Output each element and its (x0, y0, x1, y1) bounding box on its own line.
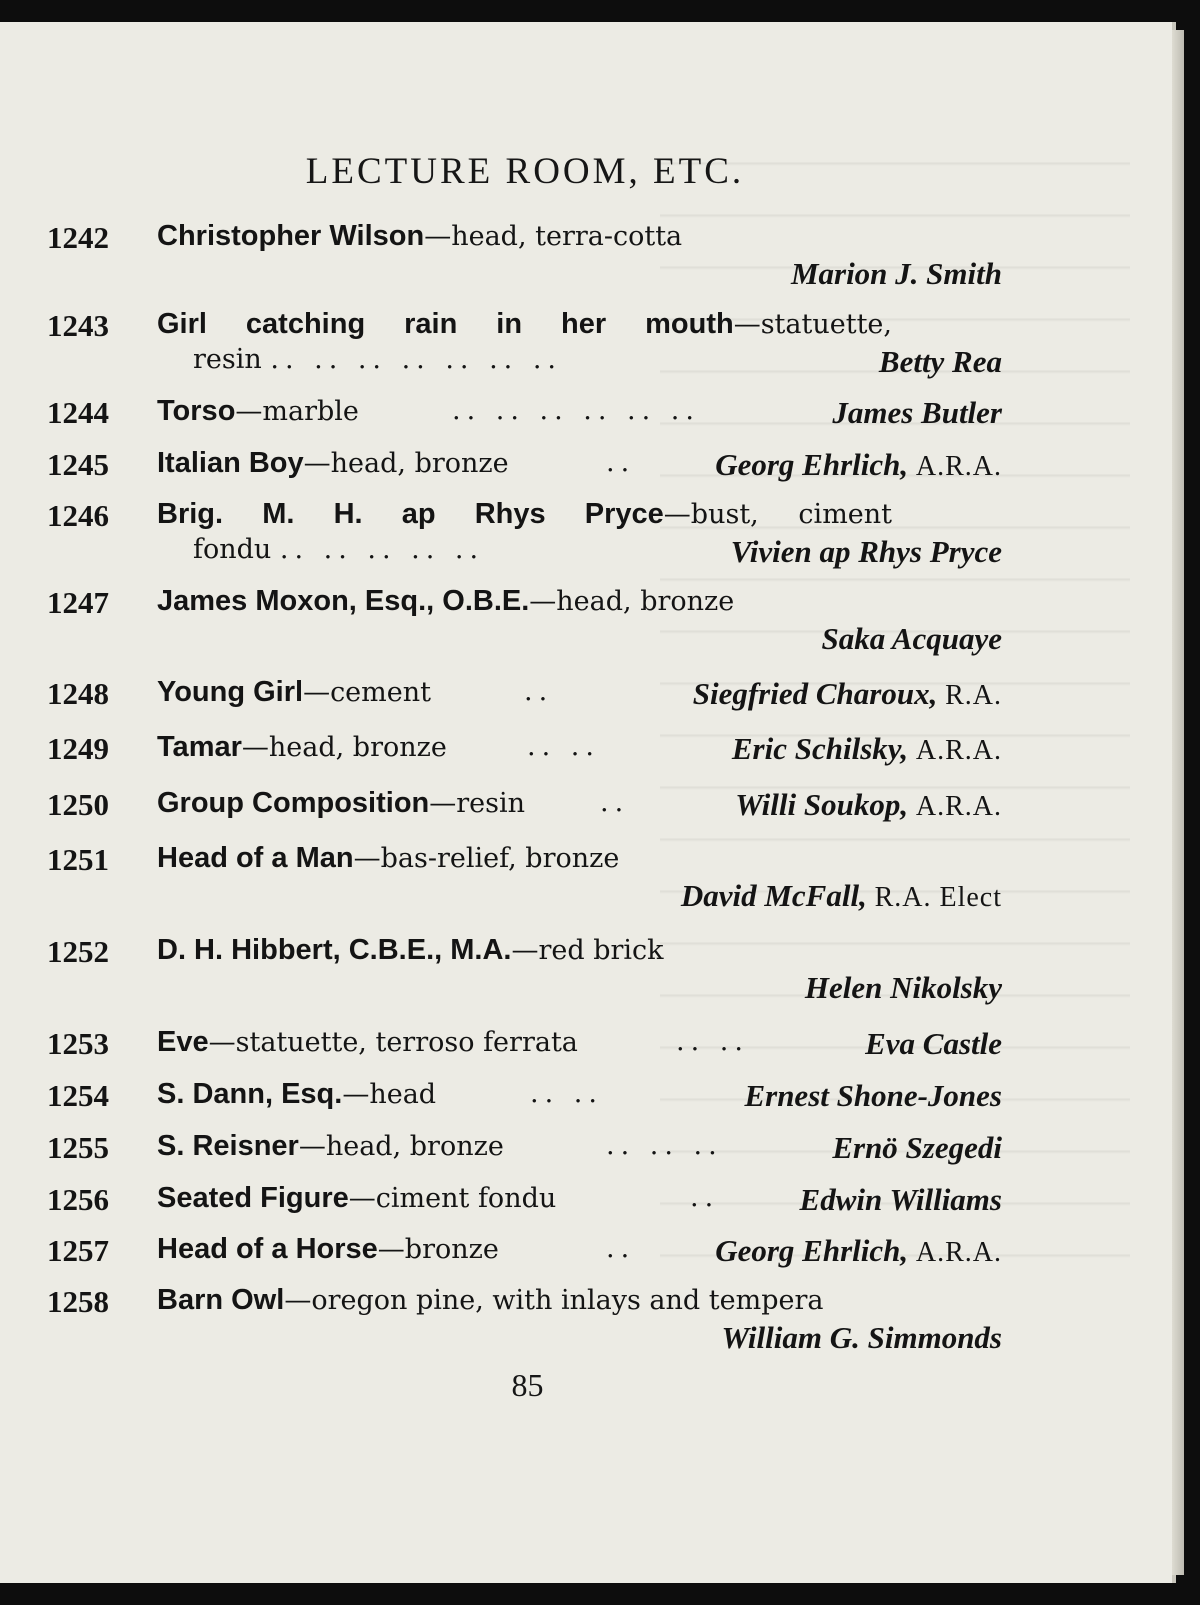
entry-description: —cement (303, 677, 431, 708)
entry-title: Head of a Horse (157, 1233, 378, 1265)
entry-title: Girl catching rain in her mouth (157, 308, 734, 340)
entry-title: D. H. Hibbert, C.B.E., M.A. (157, 934, 512, 966)
entry-title: Eve (157, 1026, 209, 1058)
entry-number: 1246 (47, 498, 109, 533)
dot-leader: .. (600, 787, 630, 818)
dot-leader: .. (606, 1233, 636, 1264)
page-number: 85 (511, 1367, 544, 1403)
entry-title: Italian Boy (157, 447, 304, 479)
entry-description: —red brick (511, 935, 664, 966)
entry-description: —statuette, (733, 309, 892, 340)
entry-number: 1250 (47, 787, 109, 822)
entry-description-continued: fondu (193, 534, 272, 565)
entry-title: Barn Owl (157, 1284, 285, 1316)
entry-artist: Georg Ehrlich, A.R.A. (715, 1233, 1002, 1268)
entry-artist: David McFall, R.A. Elect (680, 878, 1002, 913)
entry-number: 1245 (47, 447, 109, 482)
dot-leader: .. .. .. .. .. (279, 534, 485, 565)
entry-artist: Vivien ap Rhys Pryce (730, 534, 1002, 569)
entry-description-continued: resin (193, 344, 262, 375)
entry-number: 1257 (47, 1233, 109, 1268)
dot-leader: .. .. (527, 731, 600, 762)
entry-artist: Georg Ehrlich, A.R.A. (715, 447, 1002, 482)
entry-description: —head, bronze (241, 732, 447, 763)
dot-leader: .. (690, 1182, 720, 1213)
artist-rank: A.R.A. (915, 791, 1002, 822)
entry-description: —oregon pine, with inlays and tempera (284, 1285, 824, 1316)
dot-leader: .. .. .. (606, 1130, 723, 1161)
entry-description: —statuette, terroso ferrata (208, 1027, 578, 1058)
artist-rank: R.A. (945, 680, 1002, 711)
dot-leader: .. .. (530, 1078, 603, 1109)
entry-number: 1244 (47, 395, 109, 430)
entry-number: 1256 (47, 1182, 109, 1217)
entry-description: —marble (235, 396, 359, 427)
entry-artist: Marion J. Smith (790, 256, 1002, 291)
entry-artist: Edwin Williams (799, 1182, 1002, 1217)
entry-artist: William G. Simmonds (721, 1320, 1002, 1355)
page-heading: LECTURE ROOM, ETC. (305, 151, 745, 192)
entry-artist: Helen Nikolsky (804, 970, 1002, 1005)
entry-artist: Saka Acquaye (821, 621, 1002, 656)
artist-rank: A.R.A. (915, 735, 1002, 766)
page-edge (1172, 30, 1184, 1575)
artist-rank: A.R.A. (915, 451, 1002, 482)
entry-title: Christopher Wilson (157, 220, 425, 252)
entry-description: —resin (429, 788, 526, 819)
entry-description: —head, bronze (303, 448, 509, 479)
entry-artist: Siegfried Charoux, R.A. (692, 676, 1002, 711)
dot-leader: .. (606, 447, 636, 478)
entry-artist: Eric Schilsky, A.R.A. (731, 731, 1002, 766)
entry-title: Seated Figure (157, 1182, 349, 1214)
entry-description: —ciment fondu (348, 1183, 557, 1214)
entry-number: 1252 (47, 934, 109, 969)
entry-artist: Willi Soukop, A.R.A. (735, 787, 1002, 822)
dot-leader: .. .. (676, 1026, 749, 1057)
entry-artist: Betty Rea (878, 344, 1002, 379)
entry-artist: Ernö Szegedi (832, 1130, 1002, 1165)
entry-description: —bust, ciment (663, 499, 893, 530)
entry-description: —bronze (377, 1234, 499, 1265)
entry-artist: Ernest Shone-Jones (744, 1078, 1002, 1113)
entry-title: Torso (157, 395, 236, 427)
entry-title: Group Composition (157, 787, 430, 819)
dot-leader: .. (524, 676, 554, 707)
entry-description: —bas-relief, bronze (353, 843, 620, 874)
entry-description: —head (342, 1079, 437, 1110)
entry-title: Head of a Man (157, 842, 354, 874)
entry-artist: James Butler (832, 395, 1002, 430)
entry-title: Brig. M. H. ap Rhys Pryce (157, 498, 664, 530)
entry-number: 1242 (47, 220, 109, 255)
entry-number: 1251 (47, 842, 109, 877)
dot-leader: .. .. .. .. .. .. .. (270, 344, 563, 375)
entry-description: —head, bronze (298, 1131, 504, 1162)
entry-description: —head, terra-cotta (424, 221, 683, 252)
entry-number: 1258 (47, 1284, 109, 1319)
dot-leader: .. .. .. .. .. .. (452, 395, 700, 426)
entry-title: S. Dann, Esq. (157, 1078, 343, 1110)
entry-number: 1253 (47, 1026, 109, 1061)
entry-title: Tamar (157, 731, 242, 763)
artist-rank: A.R.A. (915, 1237, 1002, 1268)
entry-number: 1249 (47, 731, 109, 766)
entry-number: 1254 (47, 1078, 109, 1113)
entry-description: —head, bronze (529, 586, 735, 617)
entry-number: 1247 (47, 585, 109, 620)
artist-rank: R.A. Elect (874, 882, 1002, 913)
entry-number: 1248 (47, 676, 109, 711)
entry-number: 1255 (47, 1130, 109, 1165)
entry-number: 1243 (47, 308, 109, 343)
entry-title: Young Girl (157, 676, 304, 708)
entry-title: S. Reisner (157, 1130, 299, 1162)
entry-artist: Eva Castle (865, 1026, 1002, 1061)
catalogue-page (0, 22, 1176, 1583)
entry-title: James Moxon, Esq., O.B.E. (157, 585, 530, 617)
